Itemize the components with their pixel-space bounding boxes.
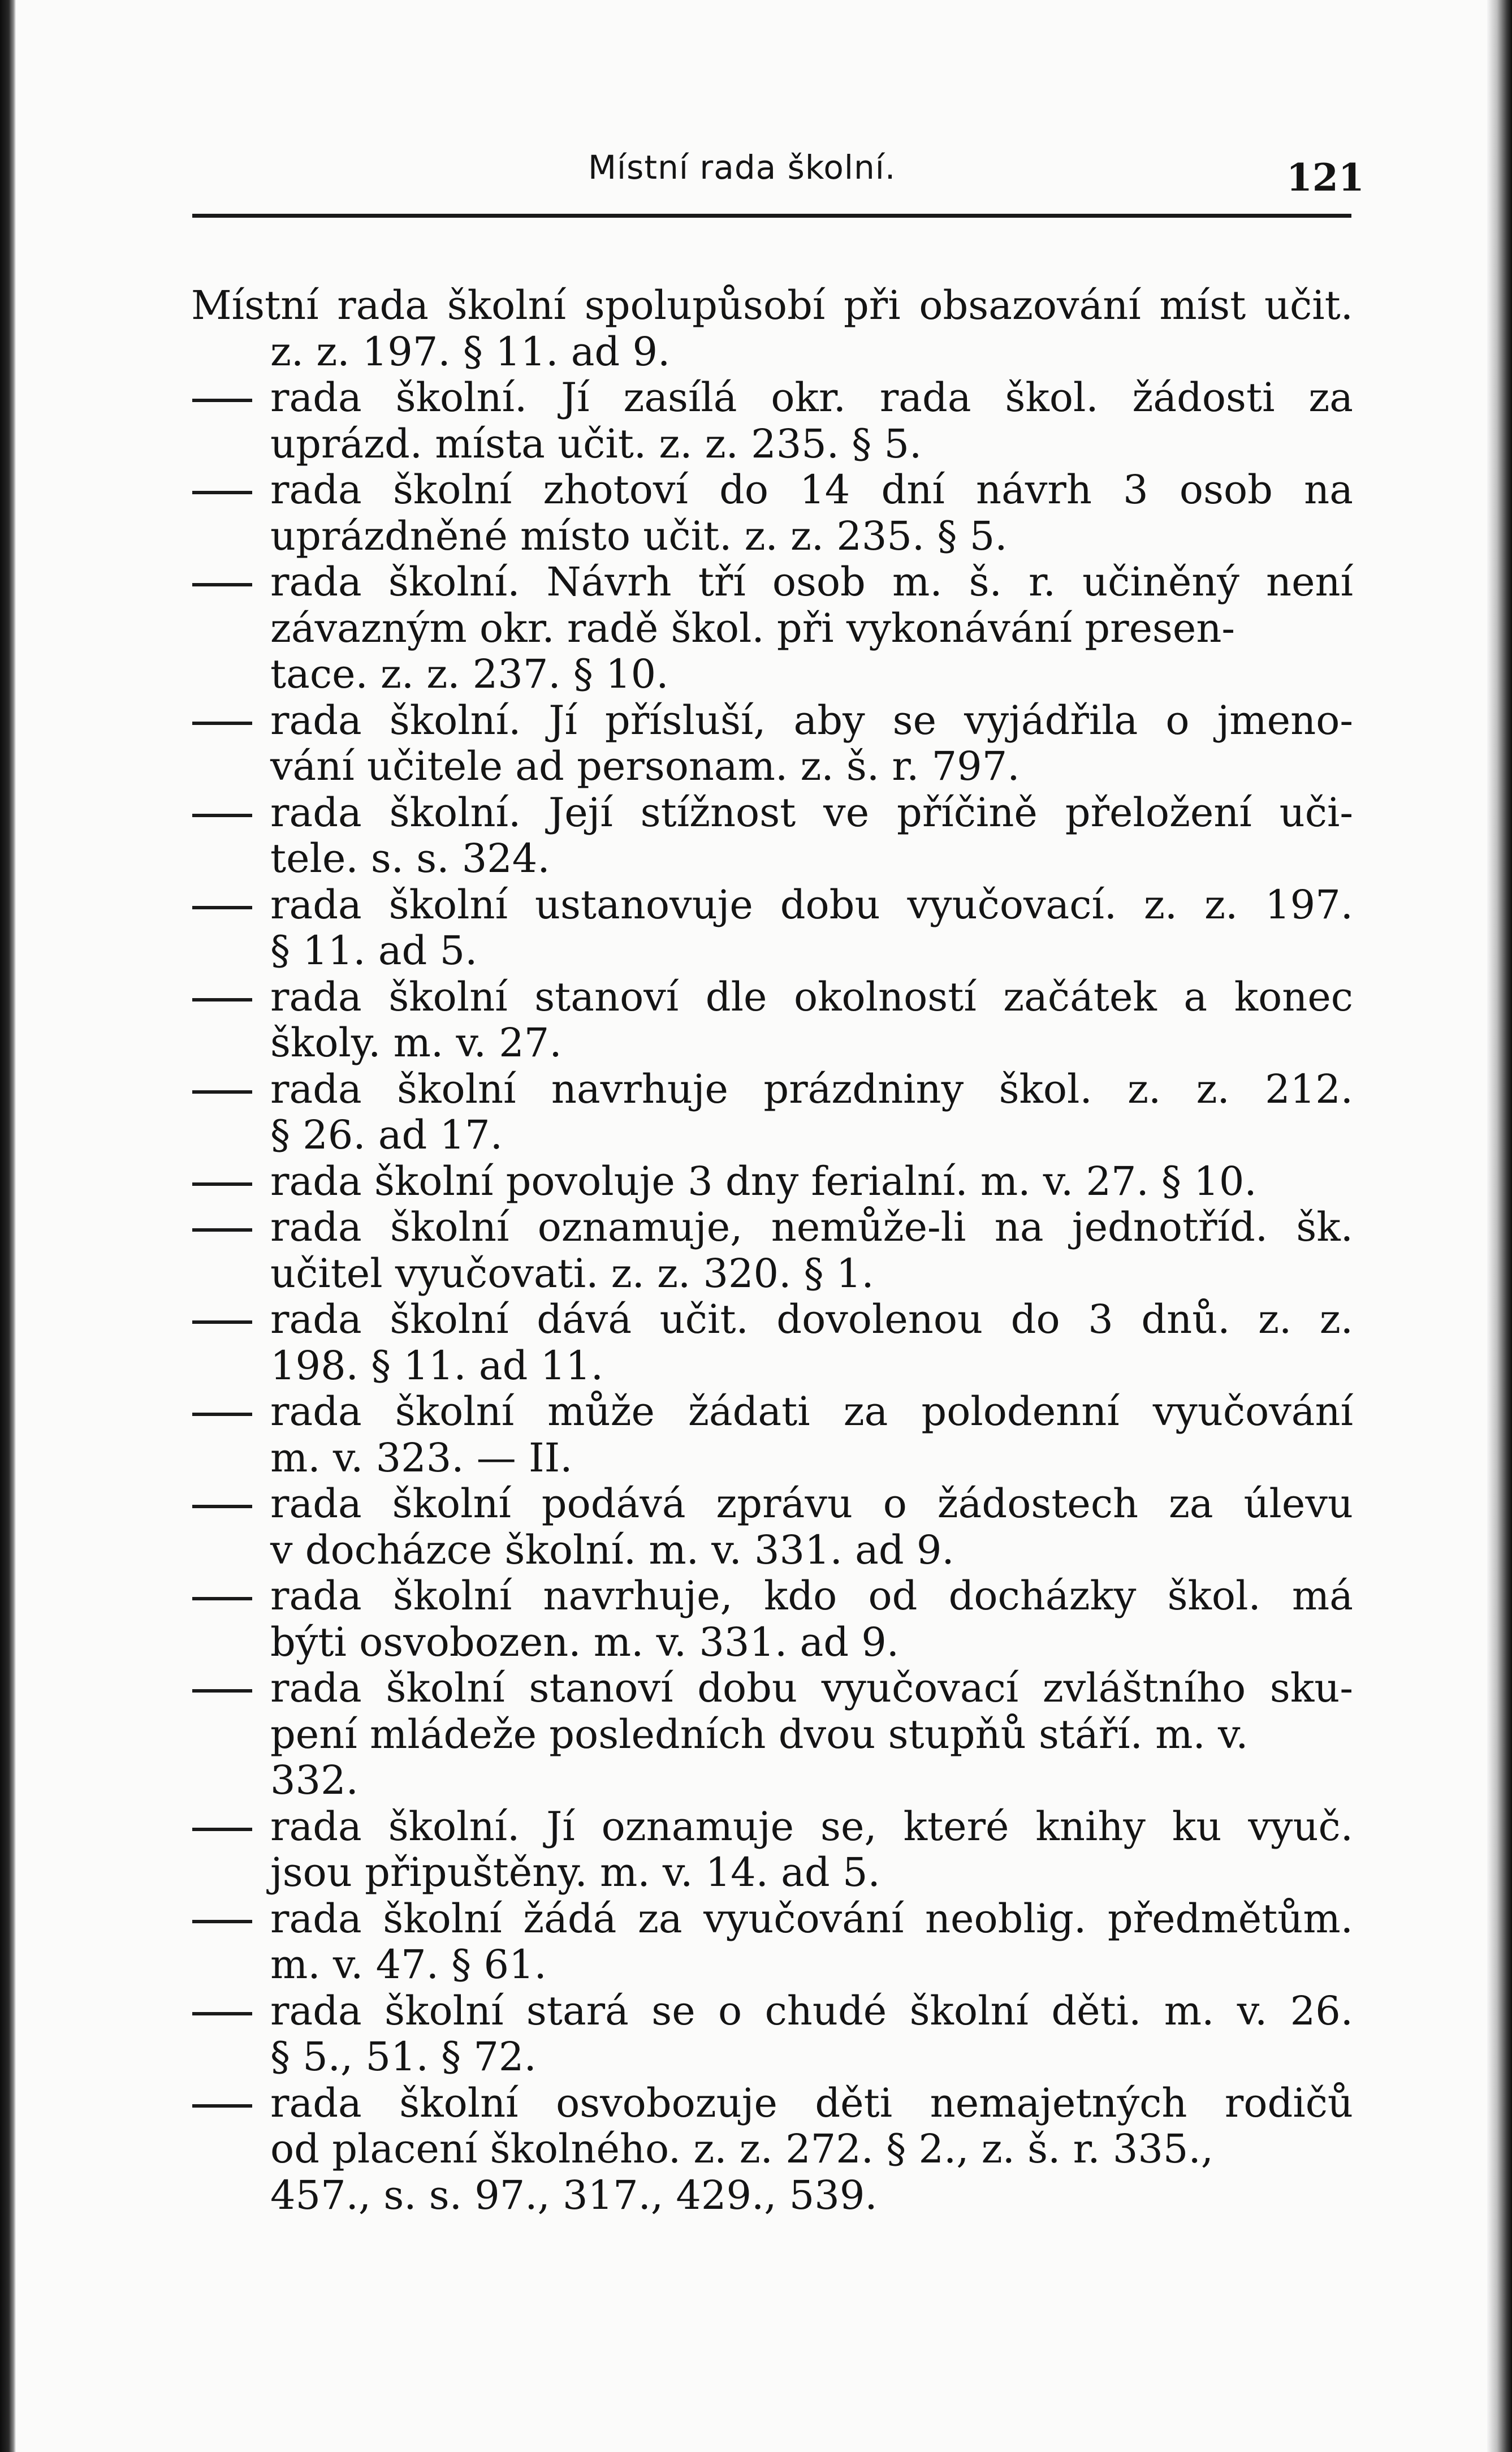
entry-continuation-line: § 5., 51. § 72.: [270, 2034, 537, 2080]
entry-dash: [192, 1090, 252, 1094]
entry-continuation-line: v docházce školní. m. v. 331. ad 9.: [270, 1526, 954, 1573]
entry-continuation-line: učitel vyučovati. z. z. 320. § 1.: [270, 1250, 874, 1297]
entry-dash: [192, 1828, 252, 1831]
entry-line: rada školní stanoví dobu vyučovací zvláštního sku-: [270, 1665, 1353, 1711]
entry-line: rada školní navrhuje, kdo od docházky škol. má: [270, 1573, 1353, 1619]
entry-continuation-line: školy. m. v. 27.: [270, 1020, 562, 1066]
entry-line: rada školní oznamuje, nemůže-li na jednotříd. šk.: [270, 1204, 1353, 1250]
entry-continuation-line: 457., s. s. 97., 317., 429., 539.: [270, 2172, 878, 2218]
entry-continuation-line: závazným okr. radě škol. při vykonávání presen-: [270, 605, 1235, 651]
entry-continuation-line: pení mládeže posledních dvou stupňů stáří. m. v.: [270, 1711, 1249, 1758]
entry-continuation-line: tace. z. z. 237. § 10.: [270, 651, 669, 697]
entry-dash: [192, 1920, 252, 1923]
entry-dash: [192, 722, 252, 725]
entry-line: rada školní může žádati za polodenní vyučování: [270, 1388, 1353, 1435]
entry-continuation-line: býti osvobozen. m. v. 331. ad 9.: [270, 1618, 900, 1665]
page-number: 121: [1286, 156, 1364, 200]
entry-dash: [192, 491, 252, 494]
entry-continuation-line: tele. s. s. 324.: [270, 835, 550, 882]
entry-dash: [192, 1505, 252, 1508]
entry-line: rada školní navrhuje prázdniny škol. z. z. 212.: [270, 1065, 1353, 1112]
entry-line: rada školní zhotoví do 14 dní návrh 3 osob na: [270, 467, 1353, 513]
entry-line: rada školní podává zprávu o žádostech za úlevu: [270, 1480, 1353, 1527]
entry-continuation-line: od placení školného. z. z. 272. § 2., z. š. r. 335.,: [270, 2126, 1213, 2172]
entry-dash: [192, 1689, 252, 1693]
entry-dash: [192, 1413, 252, 1416]
entry-line: rada školní žádá za vyučování neoblig. předmětům.: [270, 1895, 1353, 1942]
entry-continuation-line: vání učitele ad personam. z. š. r. 797.: [270, 743, 1020, 789]
entry-continuation-line: § 26. ad 17.: [270, 1112, 503, 1158]
entry-continuation-line: m. v. 323. — II.: [270, 1434, 573, 1481]
entry-continuation-line: z. z. 197. § 11. ad 9.: [270, 328, 671, 375]
entry-continuation-line: uprázdněné místo učit. z. z. 235. § 5.: [270, 512, 1008, 559]
running-title: Místní rada školní.: [588, 148, 896, 187]
entry-dash: [192, 2104, 252, 2108]
entry-dash: [192, 2012, 252, 2015]
entry-continuation-line: m. v. 47. § 61.: [270, 1941, 547, 1988]
entry-continuation-line: jsou připuštěny. m. v. 14. ad 5.: [270, 1849, 880, 1896]
entry-line: rada školní povoluje 3 dny ferialní. m. v. 27. § 10.: [270, 1158, 1257, 1205]
entry-line: rada školní dává učit. dovolenou do 3 dnů. z. z.: [270, 1296, 1353, 1342]
entry-dash: [192, 399, 252, 402]
entry-line: rada školní osvobozuje děti nemajetných rodičů: [270, 2079, 1353, 2126]
entry-dash: [192, 1597, 252, 1600]
header-rule: [192, 214, 1351, 218]
entry-dash: [192, 1228, 252, 1232]
entry-line: Místní rada školní spolupůsobí při obsazování míst učit.: [191, 282, 1353, 329]
page-edge-shadow: [1487, 0, 1512, 2452]
binding-shadow: [0, 0, 16, 2452]
entry-continuation-line: uprázd. místa učit. z. z. 235. § 5.: [270, 420, 922, 467]
entry-continuation-line: 332.: [270, 1757, 358, 1803]
entry-line: rada školní. Její stížnost ve příčině přeložení uči-: [270, 789, 1353, 836]
entry-line: rada školní ustanovuje dobu vyučovací. z. z. 197.: [270, 881, 1353, 928]
entry-dash: [192, 998, 252, 1001]
entry-line: rada školní. Jí přísluší, aby se vyjádřila o jmeno-: [270, 697, 1353, 744]
entry-continuation-line: § 11. ad 5.: [270, 927, 478, 974]
entry-line: rada školní stará se o chudé školní děti. m. v. 26.: [270, 1987, 1353, 2034]
entry-dash: [192, 814, 252, 817]
entry-line: rada školní stanoví dle okolností začátek a konec: [270, 973, 1353, 1020]
entry-dash: [192, 583, 252, 586]
entry-dash: [192, 906, 252, 909]
entry-dash: [192, 1320, 252, 1324]
entry-line: rada školní. Jí zasílá okr. rada škol. žádosti za: [270, 374, 1353, 421]
entry-line: rada školní. Návrh tří osob m. š. r. učiněný není: [270, 559, 1353, 605]
entry-dash: [192, 1182, 252, 1186]
entry-line: rada školní. Jí oznamuje se, které knihy ku vyuč.: [270, 1803, 1353, 1850]
entry-continuation-line: 198. § 11. ad 11.: [270, 1342, 604, 1389]
